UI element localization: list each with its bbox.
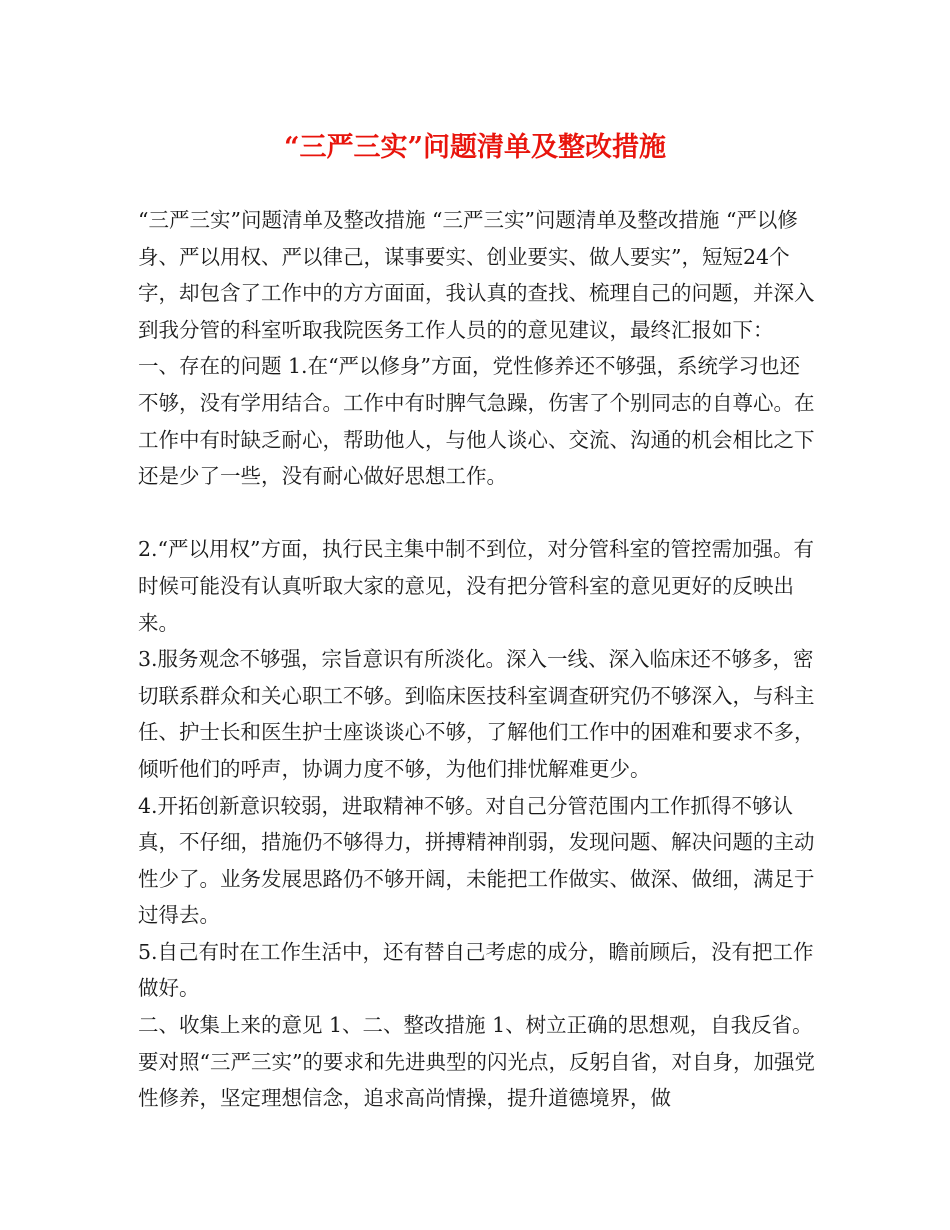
paragraph-issue-4: 4.开拓创新意识较弱，进取精神不够。对自己分管范围内工作抓得不够认真，不仔细，措施仍不够得力，拼搏精神削弱，发现问题、解决问题的主动性少了。业务发展思路仍不够开阔，未能把工作做实、做深、做细，满足于过得去。	[138, 793, 815, 928]
paragraph-issue-3: 3.服务观念不够强，宗旨意识有所淡化。深入一线、深入临床还不够多，密切联系群众和关心职工不够。到临床医技科室调查研究仍不够深入，与科主任、护士长和医生护士座谈谈心不够，了解他们工作中的困难和要求不多，倾听他们的呼声，协调力度不够，为他们排忧解难更少。	[138, 647, 815, 781]
document-title: “三严三实”问题清单及整改措施	[283, 132, 667, 163]
document-body	[138, 202, 818, 1117]
paragraph-issue-5: 5.自己有时在工作生活中，还有替自己考虑的成分，瞻前顾后，没有把工作做好。	[138, 939, 814, 1001]
paragraph-issue-2: 2.“严以用权”方面，执行民主集中制不到位，对分管科室的管控需加强。有时候可能没有认真听取大家的意见，没有把分管科室的意见更好的反映出来。	[138, 537, 815, 635]
blank-line	[138, 495, 818, 532]
paragraph-intro-and-issue-1: “三严三实”问题清单及整改措施 “三严三实”问题清单及整改措施 “严以修身、严以用权、严以律己，谋事要实、创业要实、做人要实”，短短24个字，却包含了工作中的方方面面，我认真的查找、梳理自己的问题，并深入到我分管的科室听取我院医务工作人员的的意见建议，最终汇报如下： 一、存在的问题 1.在“严以修身”方面，党性修养还不够强，系统学习也还不够，没有学用结合。工作中有时脾气急躁，伤害了个别同志的自尊心。在工作中有时缺乏耐心，帮助他人，与他人谈心、交流、沟通的机会相比之下还是少了一些，没有耐心做好思想工作。	[138, 208, 815, 489]
paragraph-opinions-and-measures: 二、收集上来的意见 1、二、整改措施 1、树立正确的思想观，自我反省。要对照“三严三实”的要求和先进典型的闪光点，反躬自省，对自身，加强党性修养，坚定理想信念，追求高尚情操，提升道德境界，做	[138, 1013, 815, 1111]
